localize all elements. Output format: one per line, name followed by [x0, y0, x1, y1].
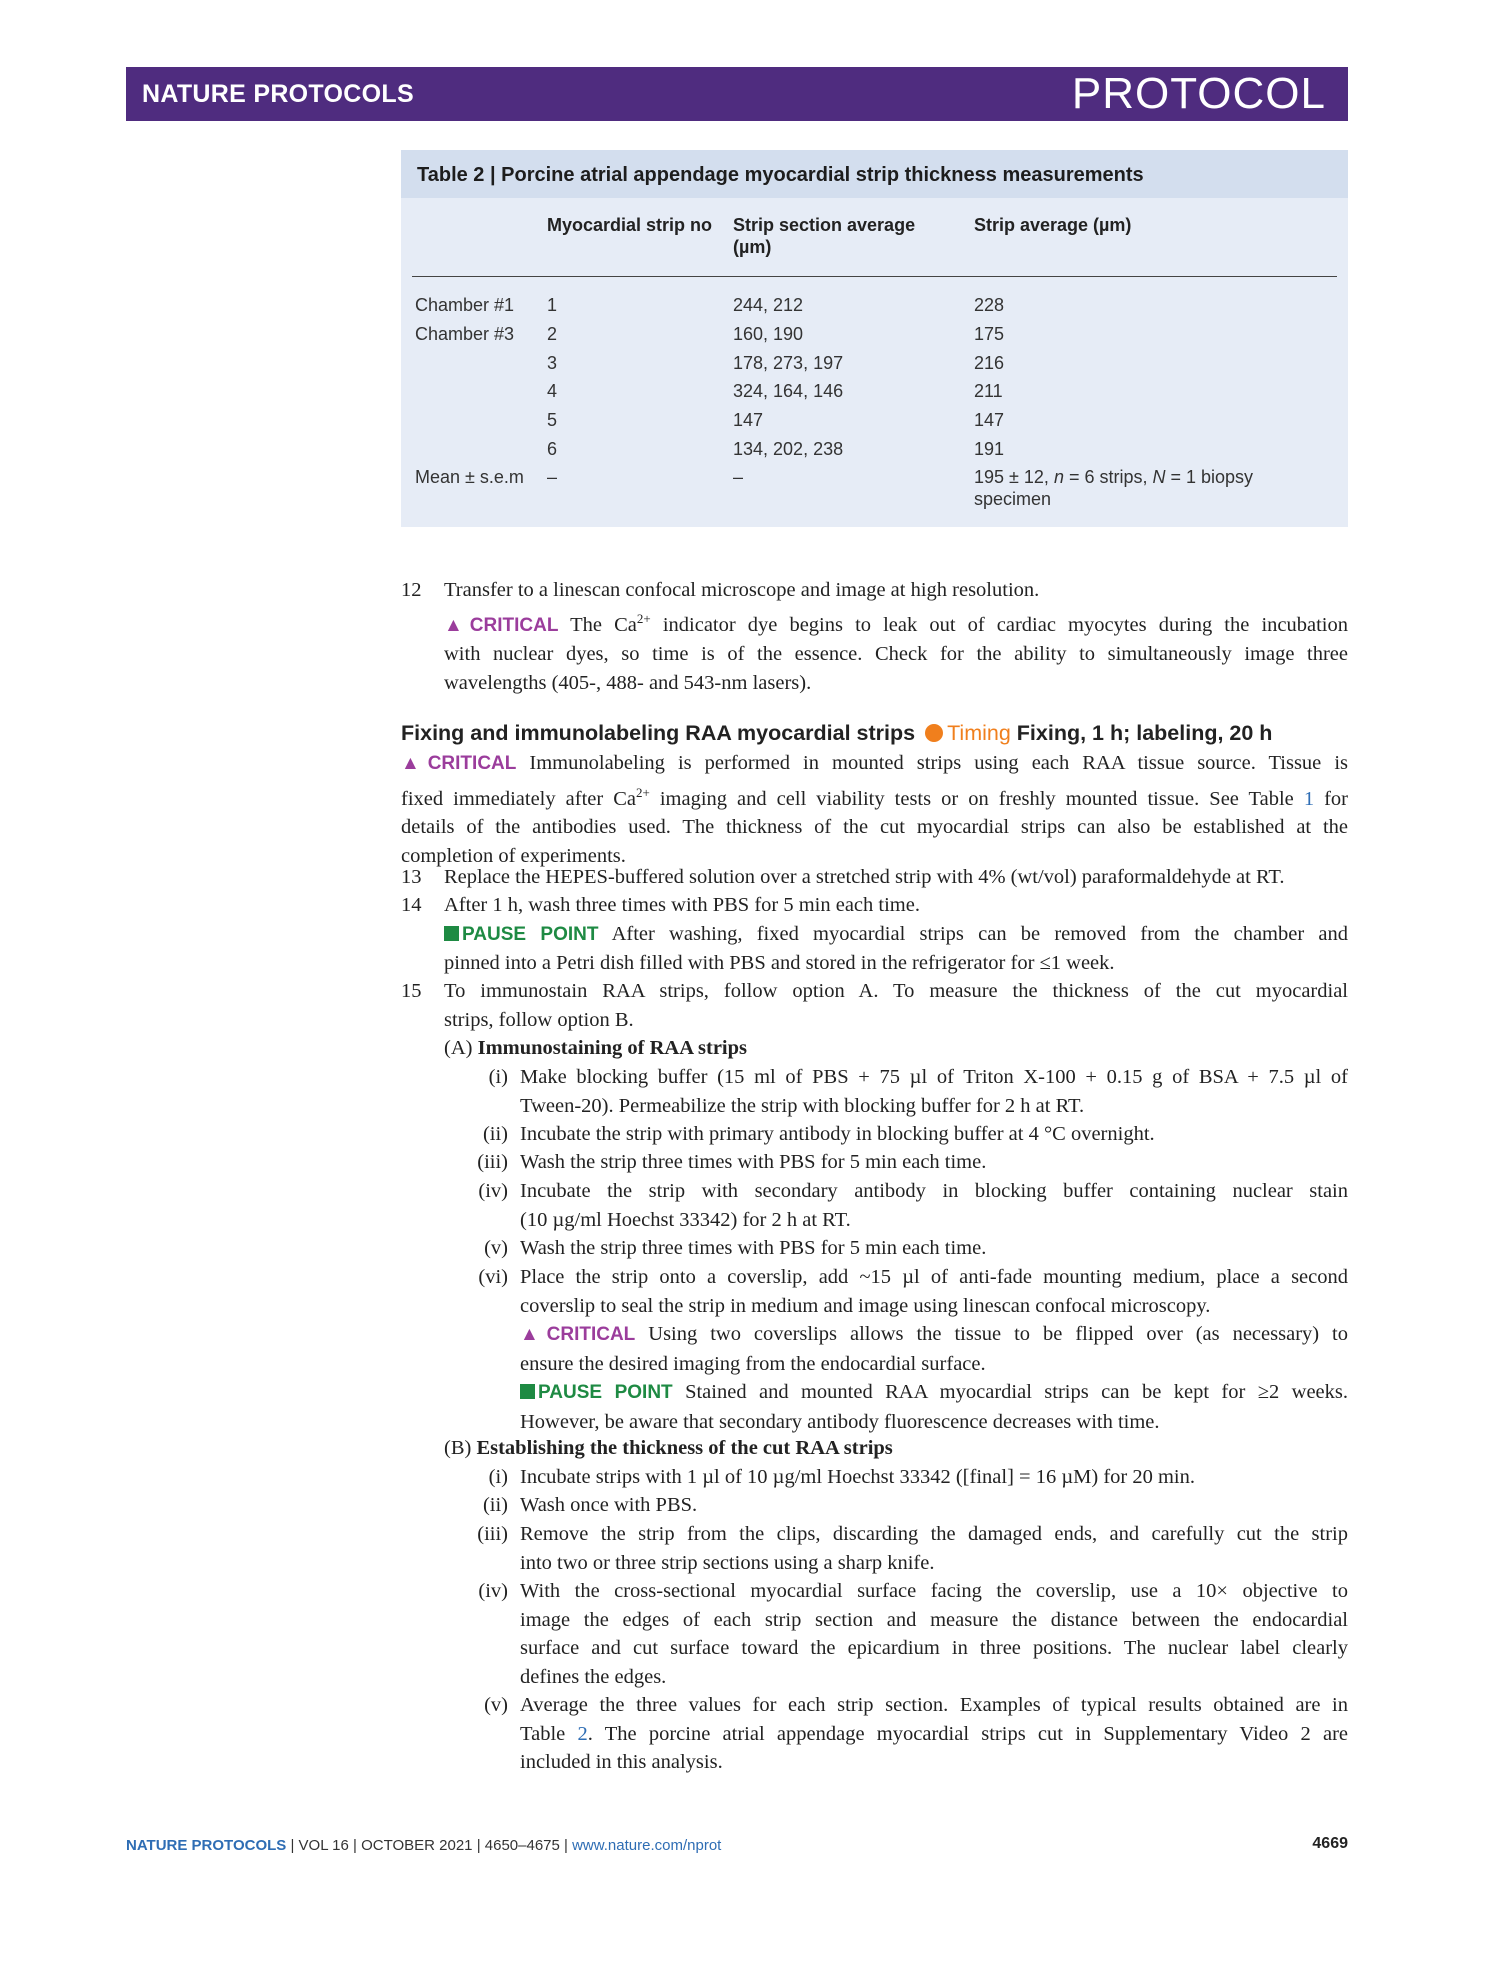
footer-url-link[interactable]: www.nature.com/nprot	[572, 1837, 722, 1854]
list-item: With the cross-sectional myocardial surface facing the coverslip, use a 10× objective to image the edges of each strip section and measure the distance between the endocardial surface and cut surface toward the epicardium in three positions. The nuclear label clearly defines the edges.	[520, 1580, 1348, 1688]
footer-date: OCTOBER 2021	[361, 1837, 473, 1854]
cell-strip: 6	[547, 439, 558, 459]
cell-section: –	[733, 467, 744, 487]
footer-journal: NATURE PROTOCOLS	[126, 1837, 287, 1854]
list-item: Wash the strip three times with PBS for 5 min each time.	[520, 1151, 987, 1173]
item-number: (vi)	[478, 1266, 508, 1288]
timing-icon	[925, 724, 943, 742]
cell-section: 160, 190	[733, 324, 804, 344]
journal-name: NATURE PROTOCOLS	[142, 80, 414, 108]
item-number: (i)	[488, 1066, 508, 1088]
cell-chamber: Chamber #3	[415, 324, 515, 344]
step-12-text: Transfer to a linescan confocal microscope and image at high resolution. ▲CRITICAL The $Ca^{2+}$ indicator dye begins to leak out of cardiac myocytes during the incubation with nuclear dyes, so time is of the essence. Check for the ability to simultaneously image three wavelengths (405-, 488- and 543-nm lasers).	[444, 579, 1348, 694]
table-header-rule	[412, 276, 1337, 277]
cell-strip: 2	[547, 324, 558, 344]
footer-volume: VOL 16	[298, 1837, 349, 1854]
pause-point-icon	[444, 926, 459, 941]
item-number: (iii)	[477, 1151, 508, 1173]
item-number: (ii)	[482, 1494, 508, 1516]
item-number: (iv)	[478, 1580, 508, 1602]
critical-label: ▲CRITICAL	[401, 753, 517, 774]
list-item: Incubate strips with 1 µl of 10 µg/ml Hoechst 33342 ([final] = 16 µM) for 20 min.	[520, 1466, 1195, 1488]
cell-section: 147	[733, 410, 764, 430]
cell-section: 178, 273, 197	[733, 353, 844, 373]
cell-mean-label: Mean ± s.e.m	[415, 467, 524, 487]
table-caption-bar	[401, 150, 1348, 198]
timing-text: Fixing, 1 h; labeling, 20 h	[1016, 721, 1273, 745]
journal-header-band	[126, 67, 1348, 121]
step-number: 14	[401, 894, 422, 916]
item-number: (iii)	[477, 1523, 508, 1545]
cell-strip: 5	[547, 410, 558, 430]
table-caption-label: Table 2 |	[417, 164, 496, 186]
article-type: PROTOCOL	[1071, 69, 1326, 118]
column-header-strip-no: Myocardial strip no	[547, 215, 713, 235]
column-header-section-average: Strip section average (µm)	[733, 215, 916, 257]
section-critical-paragraph: ▲CRITICAL Immunolabeling is performed in mounted strips using each RAA tissue source. Tissue is fixed immediately after $Ca^{2+}$ imaging and cell viability tests or on freshly mounted tissue. See Table 1 for details of the antibodies used. The thickness of the cut myocardial strips can also be established at the completion of experiments.	[401, 752, 1348, 867]
timing-label: Timing	[947, 721, 1011, 745]
cell-average: 191	[974, 439, 1005, 459]
cell-chamber: Chamber #1	[415, 295, 515, 315]
pause-point-icon	[520, 1384, 535, 1399]
table-caption	[417, 164, 1144, 187]
table-caption-text: Porcine atrial appendage myocardial strip thickness measurements	[501, 164, 1144, 186]
item-number: (v)	[484, 1237, 508, 1259]
list-item: Remove the strip from the clips, discarding the damaged ends, and carefully cut the strip into two or three strip sections using a sharp knife.	[520, 1523, 1348, 1574]
list-item: Wash once with PBS.	[520, 1494, 698, 1516]
list-item: Incubate the strip with secondary antibody in blocking buffer containing nuclear stain (10 µg/ml Hoechst 33342) for 2 h at RT.	[520, 1180, 1348, 1231]
list-item: Incubate the strip with primary antibody in blocking buffer at 4 °C overnight.	[520, 1123, 1155, 1145]
step-number: 13	[401, 866, 422, 888]
item-number: (v)	[484, 1694, 508, 1716]
cell-average: 228	[974, 295, 1005, 315]
list-item: Place the strip onto a coverslip, add ~15 µl of anti-fade mounting medium, place a second coverslip to seal the strip in medium and image using linescan confocal microscopy. ▲CRITICAL Using two coverslips allows the tissue to be flipped over (as necessary) to ensure the desired imaging from the endocardial surface. PAUSE POINT Stained and mounted RAA myocardial strips can be kept for ≥2 weeks. However, be aware that secondary antibody fluorescence decreases with time.	[520, 1266, 1348, 1433]
pause-point-label: PAUSE POINT	[462, 923, 599, 945]
cell-section: 244, 212	[733, 295, 804, 315]
step-number: 12	[401, 579, 422, 601]
table-1-link[interactable]: 1	[1303, 787, 1315, 810]
cell-strip: 1	[547, 295, 558, 315]
option-b-heading: (B) Establishing the thickness of the cut RAA strips	[444, 1437, 893, 1459]
section-heading: Fixing and immunolabeling RAA myocardial strips Timing Fixing, 1 h; labeling, 20 h	[401, 721, 1273, 745]
cell-average: 216	[974, 353, 1005, 373]
cell-strip: 4	[547, 381, 558, 401]
critical-label: ▲CRITICAL	[444, 614, 559, 636]
cell-average: 175	[974, 324, 1005, 344]
page-number: 4669	[1312, 1835, 1348, 1852]
list-item: Make blocking buffer (15 ml of PBS + 75 µl of Triton X-100 + 0.15 g of BSA + 7.5 µl of Tween-20). Permeabilize the strip with blocking buffer for 2 h at RT.	[520, 1066, 1348, 1117]
cell-strip: 3	[547, 353, 558, 373]
item-number: (ii)	[482, 1123, 508, 1145]
cell-strip: –	[547, 467, 558, 487]
table-2-link[interactable]: 2	[577, 1722, 588, 1745]
step-15-text: To immunostain RAA strips, follow option A. To measure the thickness of the cut myocardial strips, follow option B.	[444, 980, 1348, 1031]
table-2	[401, 150, 1348, 527]
pause-point-label: PAUSE POINT	[538, 1382, 673, 1404]
critical-label: ▲CRITICAL	[520, 1324, 636, 1346]
item-number: (iv)	[478, 1180, 508, 1202]
list-item: Average the three values for each strip section. Examples of typical results obtained are in Table 2. The porcine atrial appendage myocardial strips cut in Supplementary Video 2 are included in this analysis.	[520, 1694, 1349, 1774]
step-14-text: After 1 h, wash three times with PBS for 5 min each time. PAUSE POINT After washing, fixed myocardial strips can be removed from the chamber and pinned into a Petri dish filled with PBS and stored in the refrigerator for ≤1 week.	[444, 894, 1348, 975]
column-header-strip-average: Strip average (µm)	[974, 215, 1132, 235]
cell-average: 211	[974, 381, 1003, 401]
step-number: 15	[401, 980, 422, 1002]
cell-section: 134, 202, 238	[733, 439, 844, 459]
page-footer: NATURE PROTOCOLS | VOL 16 | OCTOBER 2021 | 4650–4675 | www.nature.com/nprot	[126, 1837, 722, 1854]
option-a-heading: (A) Immunostaining of RAA strips	[444, 1037, 747, 1059]
item-number: (i)	[488, 1466, 508, 1488]
cell-mean-average: 195 ± 12, n = 6 strips, N = 1 biopsy specimen	[974, 467, 1254, 509]
list-item: Wash the strip three times with PBS for 5 min each time.	[520, 1237, 987, 1259]
step-13-text: Replace the HEPES-buffered solution over a stretched strip with 4% (wt/vol) paraformaldehyde at RT.	[444, 866, 1285, 888]
footer-pages: 4650–4675	[484, 1837, 560, 1854]
cell-average: 147	[974, 410, 1005, 430]
cell-section: 324, 164, 146	[733, 381, 844, 401]
